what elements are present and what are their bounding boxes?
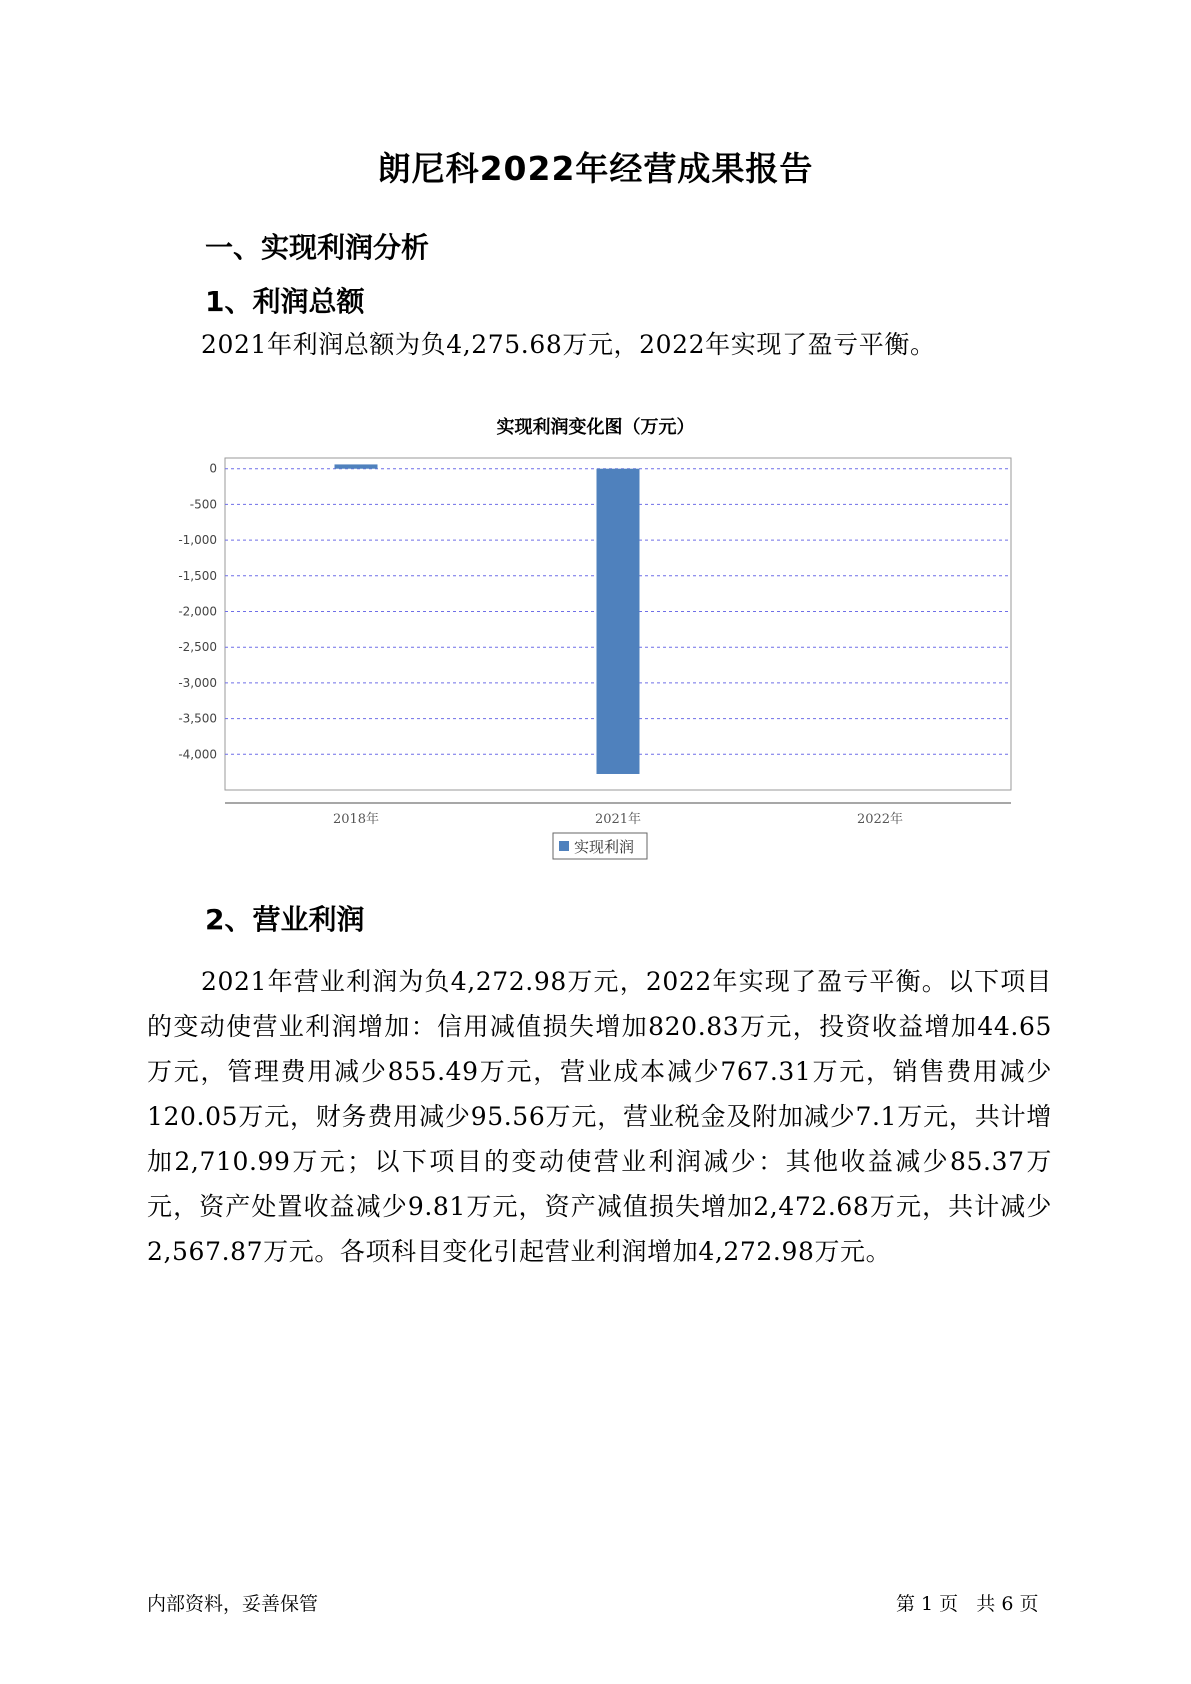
legend <box>553 833 647 859</box>
y-tick-label: -1,000 <box>178 533 217 548</box>
subsection-heading-total-profit: 1、利润总额 <box>205 285 365 318</box>
y-tick-label: -500 <box>189 497 217 512</box>
total-pages-label: 共 6 页 <box>976 1593 1039 1615</box>
page-title: 朗尼科2022年经营成果报告 <box>377 149 814 188</box>
paragraph-total-profit: 2021年利润总额为负4,275.68万元，2022年实现了盈亏平衡。 <box>201 330 936 359</box>
y-tick-label: -3,500 <box>178 711 217 726</box>
y-axis-tick-labels <box>178 462 217 762</box>
footer-page-number <box>896 1589 1038 1616</box>
y-tick-label: -2,500 <box>178 640 217 655</box>
x-tick-label: 2018年 <box>332 812 380 827</box>
paragraph-operating-profit: 2021年营业利润为负4,272.98万元，2022年实现了盈亏平衡。以下项目的变动使营业利润增加：信用减值损失增加820.83万元，投资收益增加44.65万元，管理费用减少855.49万元，营业成本减少767.31万元，销售费用减少120.05万元，财务费用减少95.56万元，营业税金及附加减少7.1万元，共计增加2,710.99万元；以下项目的变动使营业利润减少：其他收益减少85.37万元，资产处置收益减少9.81万元，资产减值损失增加2,472.68万元，共计减少2,567.87万元。各项科目变化引起营业利润增加4,272.98万元。 <box>147 967 1052 1266</box>
section-heading: 一、实现利润分析 <box>205 231 430 264</box>
y-tick-label: 0 <box>209 461 217 476</box>
chart-title: 实现利润变化图（万元） <box>496 417 695 438</box>
subsection-heading-operating-profit: 2、营业利润 <box>205 903 365 936</box>
page-label: 第 1 页 <box>896 1593 959 1615</box>
y-tick-label: -4,000 <box>178 747 217 762</box>
x-axis-tick-labels <box>333 811 903 827</box>
legend-label: 实现利润 <box>574 838 635 856</box>
bar <box>335 464 378 468</box>
x-tick-label: 2022年 <box>856 812 904 827</box>
legend-swatch <box>559 841 569 851</box>
x-tick-label: 2021年 <box>594 812 642 827</box>
y-tick-label: -3,000 <box>178 675 217 690</box>
bar <box>597 469 640 774</box>
y-tick-label: -1,500 <box>178 568 217 583</box>
y-tick-label: -2,000 <box>178 604 217 619</box>
footer-confidential-note: 内部资料，妥善保管 <box>147 1593 319 1615</box>
